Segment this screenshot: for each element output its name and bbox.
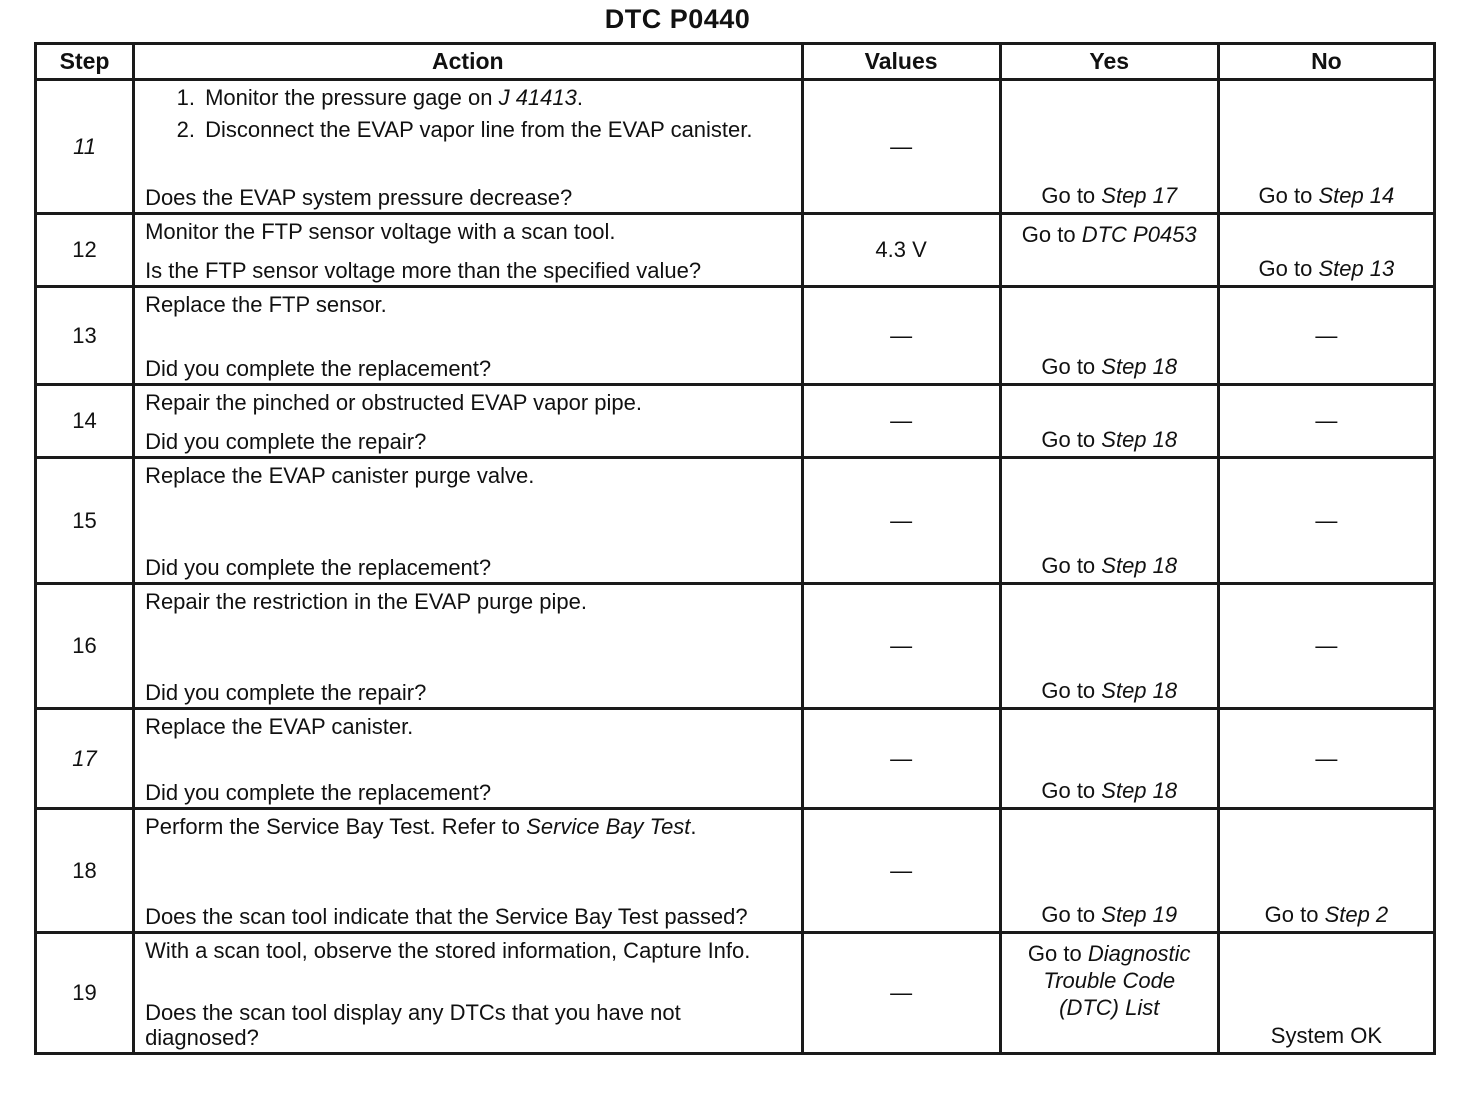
no-action[interactable]: System OK [1270, 1023, 1383, 1048]
yes-cell [1000, 385, 1218, 458]
table-row [36, 458, 1435, 584]
action-text: With a scan tool, observe the stored information, Capture Info. [145, 938, 751, 963]
action-text: Perform the Service Bay Test. Refer to Service Bay Test. [145, 814, 697, 839]
header-yes: Yes [1000, 44, 1218, 80]
no-cell [1218, 80, 1434, 214]
step-number: 16 [36, 584, 134, 709]
yes-action[interactable]: Go to Step 18 [1041, 427, 1178, 452]
action-text: Repair the pinched or obstructed EVAP vapor pipe. [145, 390, 642, 415]
action-cell [134, 584, 802, 709]
question-text: Is the FTP sensor voltage more than the specified value? [145, 258, 702, 283]
no-cell: — [1218, 584, 1434, 709]
header-values: Values [802, 44, 1000, 80]
values-cell: — [802, 80, 1000, 214]
action-cell [134, 809, 802, 933]
yes-action[interactable]: Go to Step 18 [1041, 678, 1178, 703]
step-number: 19 [36, 933, 134, 1054]
action-cell [134, 458, 802, 584]
action-steps [145, 85, 790, 143]
action-cell [134, 287, 802, 385]
yes-action[interactable]: Go to Step 18 [1041, 553, 1178, 578]
values-cell: — [802, 385, 1000, 458]
step-number: 18 [36, 809, 134, 933]
yes-cell [1000, 214, 1218, 287]
diagnostic-table [34, 42, 1436, 1055]
action-cell [134, 385, 802, 458]
action-cell [134, 709, 802, 809]
values-cell: 4.3 V [802, 214, 1000, 287]
values-cell: — [802, 709, 1000, 809]
step-number: 13 [36, 287, 134, 385]
yes-cell [1000, 709, 1218, 809]
action-text: Monitor the FTP sensor voltage with a scan tool. [145, 219, 616, 244]
no-action[interactable]: Go to Step 14 [1258, 183, 1395, 208]
question-text: Did you complete the repair? [145, 429, 427, 454]
no-action[interactable]: Go to Step 2 [1264, 902, 1389, 927]
yes-action[interactable]: Go to Step 18 [1041, 778, 1178, 803]
header-row [36, 44, 1435, 80]
table-row [36, 809, 1435, 933]
table-row [36, 385, 1435, 458]
step-number: 11 [36, 80, 134, 214]
no-cell: — [1218, 709, 1434, 809]
action-text: Replace the EVAP canister. [145, 714, 414, 739]
no-action[interactable]: Go to Step 13 [1258, 256, 1395, 281]
values-cell: — [802, 458, 1000, 584]
no-cell [1218, 809, 1434, 933]
question-text: Did you complete the replacement? [145, 356, 492, 381]
step-number: 14 [36, 385, 134, 458]
question-text: Does the scan tool indicate that the Service Bay Test passed? [145, 904, 748, 929]
list-item: 2. Disconnect the EVAP vapor line from the EVAP canister. [201, 117, 790, 143]
table-row [36, 709, 1435, 809]
yes-cell [1000, 458, 1218, 584]
action-cell [134, 933, 802, 1054]
yes-cell [1000, 933, 1218, 1054]
action-cell [134, 214, 802, 287]
no-cell: — [1218, 385, 1434, 458]
step-number: 12 [36, 214, 134, 287]
no-cell: — [1218, 458, 1434, 584]
values-cell: — [802, 584, 1000, 709]
header-step: Step [36, 44, 134, 80]
no-cell [1218, 214, 1434, 287]
yes-cell [1000, 584, 1218, 709]
action-text: Repair the restriction in the EVAP purge pipe. [145, 589, 587, 614]
table-row [36, 214, 1435, 287]
question-text: Did you complete the replacement? [145, 780, 492, 805]
step-number: 17 [36, 709, 134, 809]
step-number: 15 [36, 458, 134, 584]
question-text: Did you complete the replacement? [145, 555, 492, 580]
table-row [36, 287, 1435, 385]
values-cell: — [802, 933, 1000, 1054]
table-row [36, 584, 1435, 709]
header-no: No [1218, 44, 1434, 80]
no-cell: — [1218, 287, 1434, 385]
yes-action[interactable]: Go to Step 17 [1041, 183, 1178, 208]
header-action: Action [134, 44, 802, 80]
values-cell: — [802, 287, 1000, 385]
question-text: Did you complete the repair? [145, 680, 427, 705]
page-title: DTC P0440 [604, 4, 751, 34]
values-cell: — [802, 809, 1000, 933]
yes-action[interactable]: Go to Step 18 [1041, 354, 1178, 379]
yes-cell [1000, 287, 1218, 385]
yes-cell [1000, 80, 1218, 214]
question-text: Does the scan tool display any DTCs that you have not diagnosed? [145, 1000, 681, 1050]
table-row [36, 80, 1435, 214]
yes-action[interactable]: Go to DTC P0453 [1021, 222, 1197, 247]
action-text: Replace the FTP sensor. [145, 292, 387, 317]
table-row [36, 933, 1435, 1054]
yes-action[interactable]: Go to Step 19 [1041, 902, 1178, 927]
yes-action[interactable]: Go to Diagnostic Trouble Code (DTC) List [1027, 941, 1191, 1020]
list-item: 1. Monitor the pressure gage on J 41413. [201, 85, 790, 111]
no-cell [1218, 933, 1434, 1054]
action-cell [134, 80, 802, 214]
yes-cell [1000, 809, 1218, 933]
action-text: Replace the EVAP canister purge valve. [145, 463, 535, 488]
question-text: Does the EVAP system pressure decrease? [145, 185, 573, 210]
